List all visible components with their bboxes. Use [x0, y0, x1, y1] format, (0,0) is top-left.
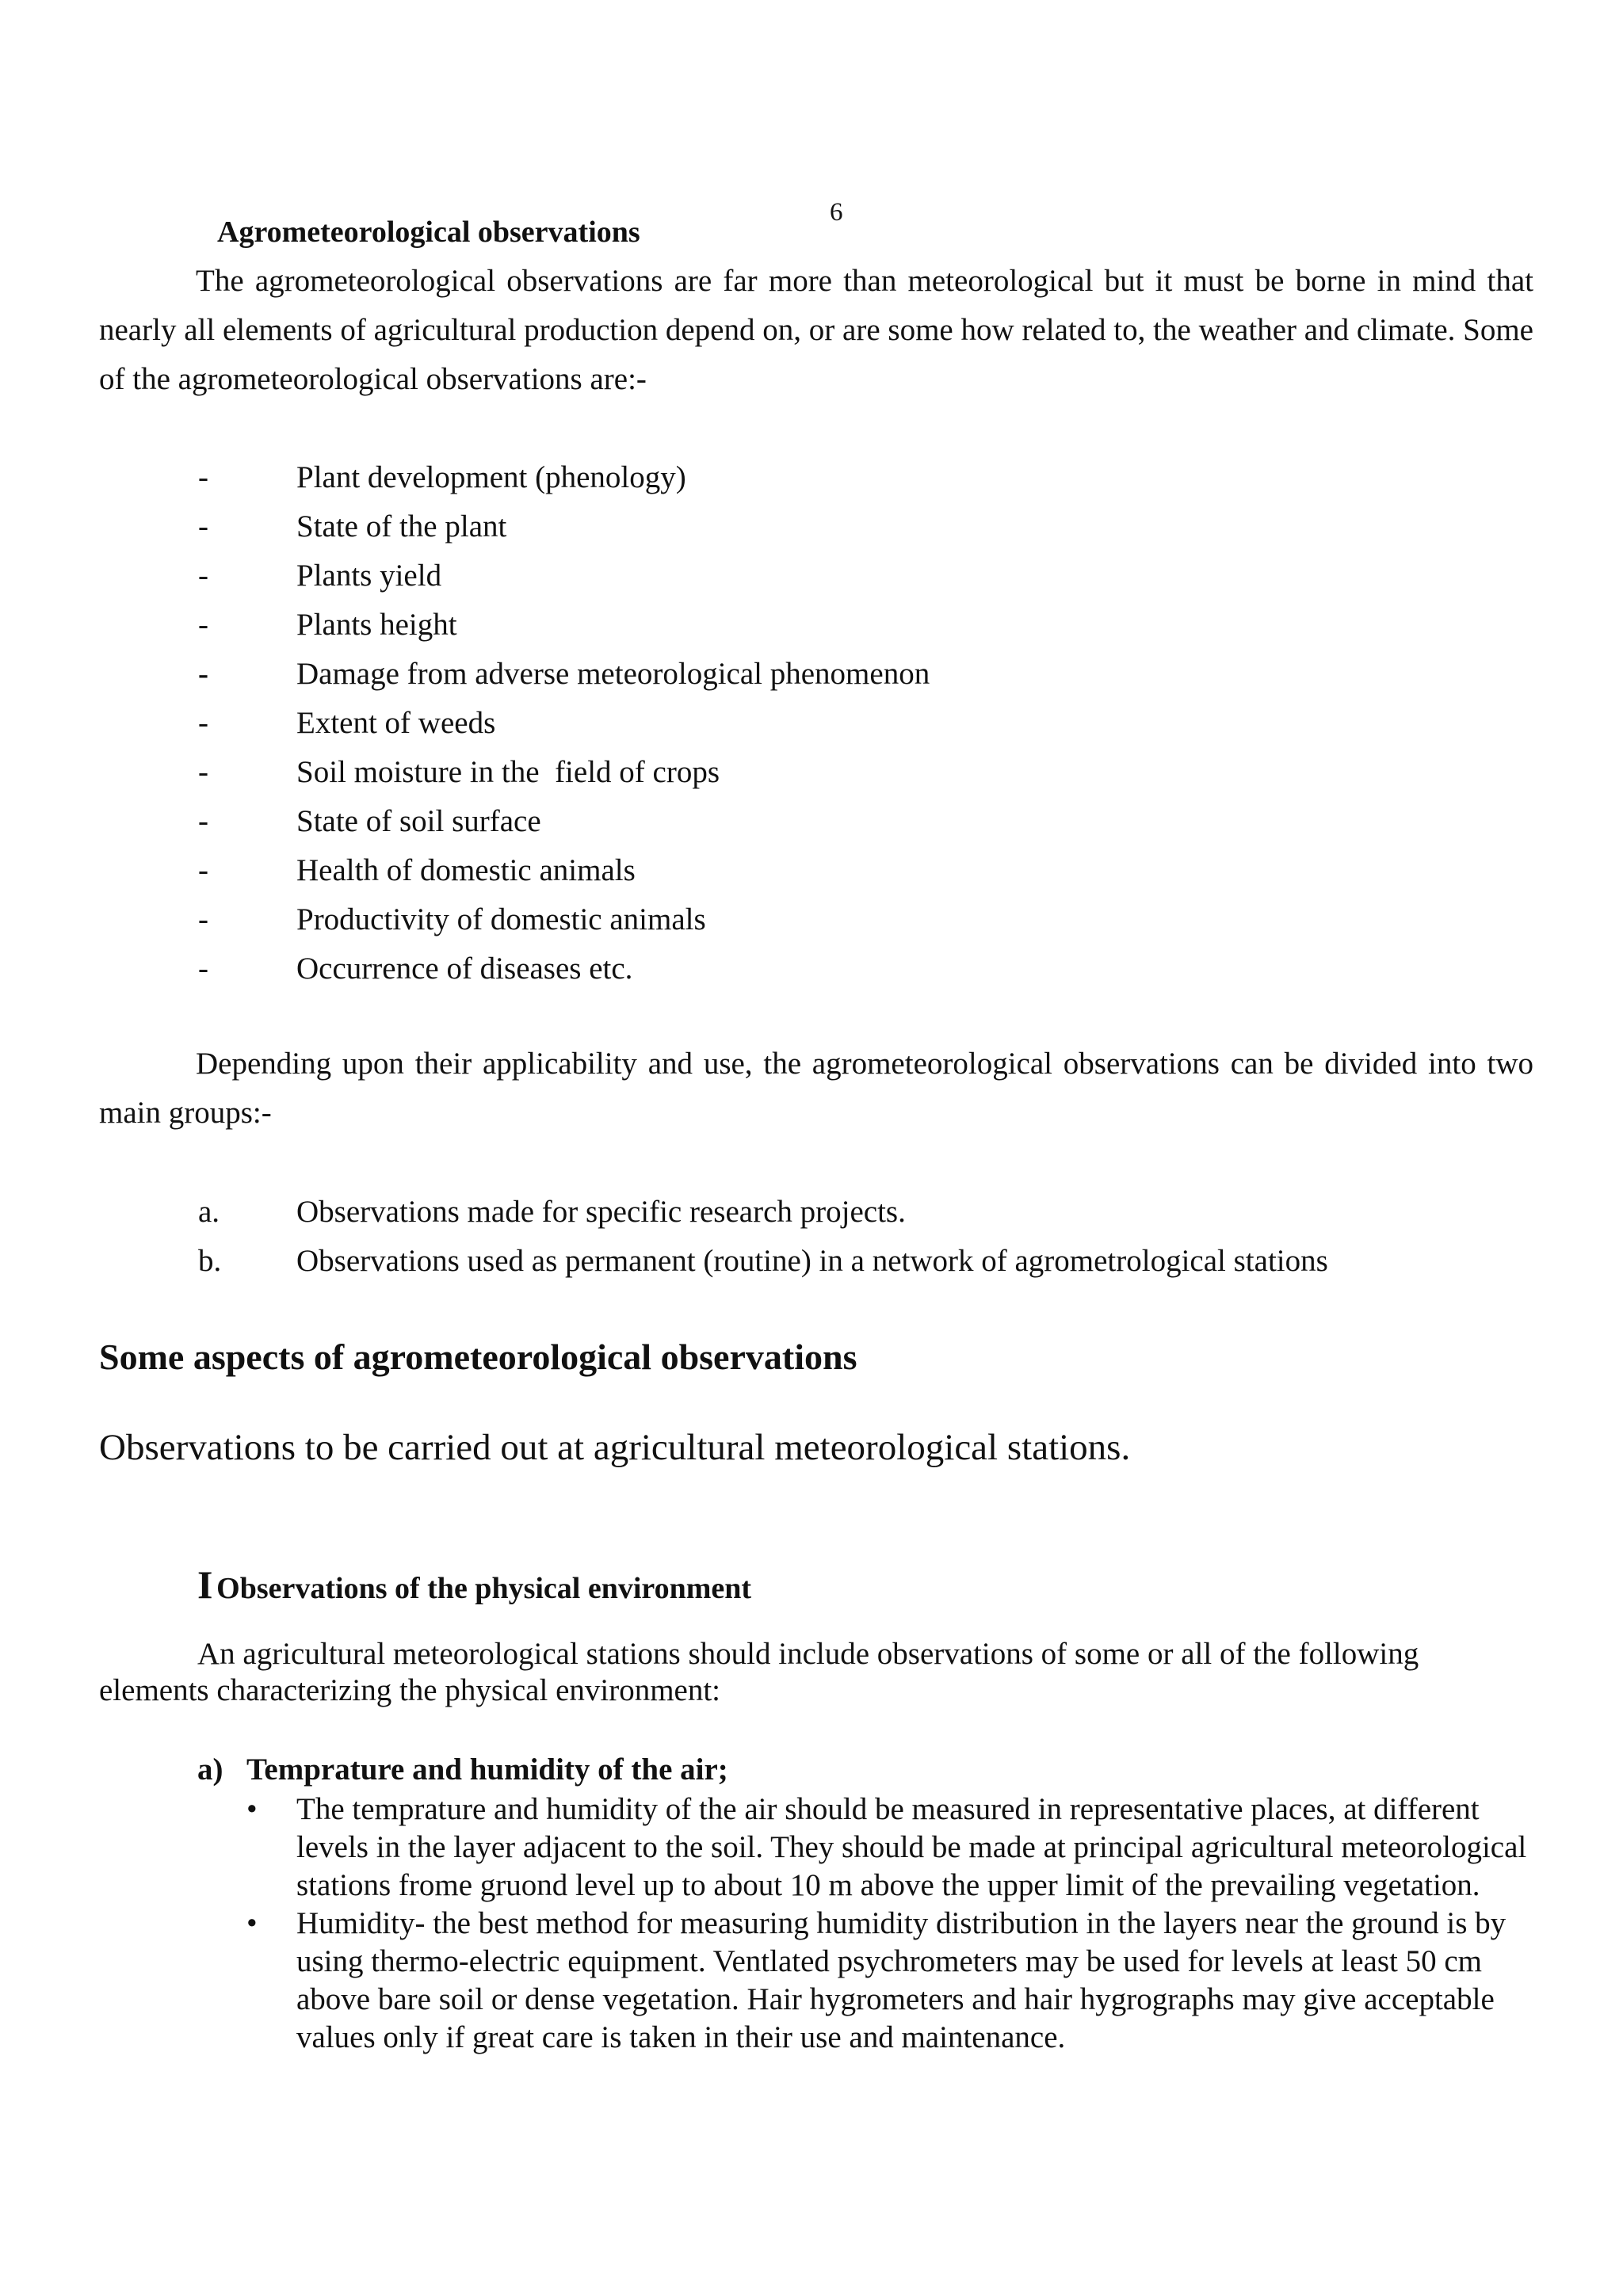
list-marker: -	[198, 509, 208, 543]
list-marker: -	[198, 460, 208, 494]
list-item-text: The temprature and humidity of the air should be measured in representative places, at different levels in the layer adjacent to the soil. They should be made at principal agricultural meteorological stations frome gruond level up to about 10 m above the upper limit of the prevailing vegetation.	[296, 1792, 1527, 1902]
list-marker: -	[198, 755, 208, 789]
item-a-title-text: Temprature and humidity of the air;	[246, 1753, 728, 1787]
item-a-label: a)	[197, 1753, 223, 1787]
list-marker: a.	[198, 1195, 220, 1229]
intro-paragraph-text: The agrometeorological observations are far more than meteorological but it must be borne in mind that nearly all elements of agricultural production depend on, or are some how related to, the weather and climate. Some of the agrometeorological observations are:-	[99, 264, 1533, 396]
bullet-icon: •	[246, 1906, 258, 1940]
list-item-text: Plants yield	[296, 559, 442, 593]
list-marker: -	[198, 559, 208, 593]
list-item-text: Observations made for specific research projects.	[296, 1195, 906, 1229]
list-item-text: Observations used as permanent (routine) in a network of agrometrological stations	[296, 1244, 1328, 1278]
list-marker: -	[198, 706, 208, 740]
list-marker: -	[198, 657, 208, 691]
item-a-bullets	[197, 1791, 1529, 2057]
subsection-title	[197, 1561, 751, 1618]
bullet-icon: •	[246, 1792, 258, 1826]
groups-paragraph	[99, 1039, 1533, 1138]
list-item-text: Plants height	[296, 608, 457, 642]
page-number: 6	[830, 198, 843, 227]
list-marker: b.	[198, 1244, 222, 1278]
list-item-text: Soil moisture in the field of crops	[296, 755, 720, 789]
subsection-title-text: Observations of the physical environment	[216, 1572, 752, 1605]
list-item-text: State of the plant	[296, 509, 507, 543]
list-item-text: Extent of weeds	[296, 706, 496, 740]
list-marker: -	[198, 853, 208, 887]
list-marker: -	[198, 902, 208, 936]
list-item-text: Plant development (phenology)	[296, 460, 686, 494]
intro-paragraph	[99, 257, 1533, 404]
list-marker: -	[198, 804, 208, 838]
list-item-text: Health of domestic animals	[296, 853, 636, 887]
list-item-text: Damage from adverse meteorological phenomenon	[296, 657, 930, 691]
section-subtitle: Observations to be carried out at agricultural meteorological stations.	[99, 1427, 1131, 1468]
list-item	[197, 1791, 1529, 1905]
list-item-text: Humidity- the best method for measuring humidity distribution in the layers near the ground is by using thermo-electric equipment. Ventlated psychrometers may be used for levels at least 50 cm above bare soil or dense vegetation. Hair hygrometers and hair hygrographs may give acceptable values only if great care is taken in their use and maintenance.	[296, 1906, 1507, 2054]
item-a-title	[197, 1751, 728, 1789]
section-title: Some aspects of agrometeorological observations	[99, 1337, 857, 1377]
groups-paragraph-text: Depending upon their applicability and use, the agrometeorological observations can be divided into two main groups:-	[99, 1047, 1533, 1130]
list-marker: -	[198, 952, 208, 986]
list-item-text: State of soil surface	[296, 804, 541, 838]
list-item	[197, 1905, 1529, 2057]
list-marker: -	[198, 608, 208, 642]
list-item-text: Occurrence of diseases etc.	[296, 952, 633, 986]
list-item-text: Productivity of domestic animals	[296, 902, 706, 936]
physical-paragraph	[99, 1636, 1533, 1709]
section-heading: Agrometeorological observations	[217, 215, 640, 249]
subsection-roman-numeral: I	[197, 1562, 213, 1607]
physical-paragraph-text: An agricultural meteorological stations should include observations of some or all of the following elements characterizing the physical environment:	[99, 1637, 1419, 1707]
